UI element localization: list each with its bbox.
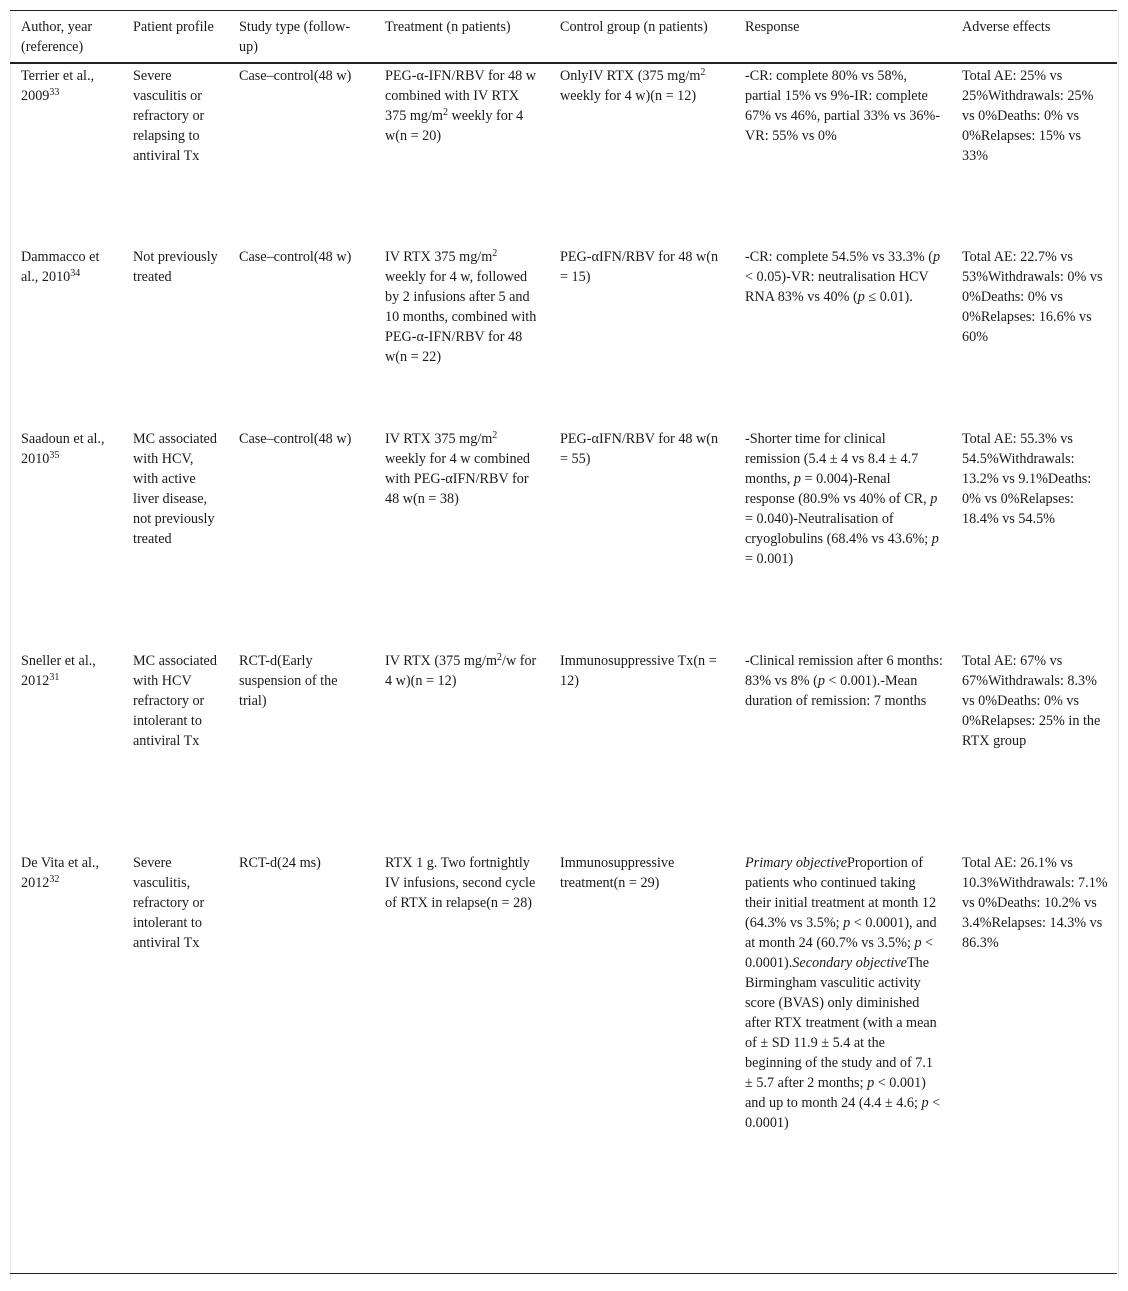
cell-profile: MC associated with HCV refractory or intolerant to antiviral Tx: [133, 653, 217, 749]
cell-author: De Vita et al., 2012$^{32}$: [21, 855, 100, 891]
cell-author: Dammacco et al., 2010$^{34}$: [21, 249, 100, 285]
reference-number: 31: [49, 672, 60, 683]
header-row: [10, 11, 1117, 64]
header-adverse: Adverse effects: [962, 19, 1051, 35]
header-treatment: Treatment (n patients): [385, 19, 511, 35]
cell-control: Immunosuppressive treatment(n = 29): [560, 855, 675, 891]
cell-response: -Shorter time for clinical remission (5.4 ± 4 vs 8.4 ± 4.7 months, p = 0.004)-Renal response (80.9% vs 40% of CR, p = 0.040)-Neutralisation of cryoglobulins (68.4% vs 43.6%; p = 0.001): [745, 431, 939, 567]
cell-treatment: IV RTX 375 $mg/m^2$ weekly for 4 w, followed by 2 infusions after 5 and 10 months, combined with PEG-α-IFN/RBV for 48 w(n = 22): [385, 248, 537, 365]
cell-profile: Severe vasculitis or refractory or relapsing to antiviral Tx: [133, 68, 205, 164]
cell-treatment: PEG-α-IFN/RBV for 48 w combined with IV RTX 375 $mg/m^2$ weekly for 4 w(n = 20): [385, 68, 537, 144]
cell-treatment: IV RTX 375 $mg/m^2$ weekly for 4 w combined with PEG-αIFN/RBV for 48 w(n = 38): [385, 430, 530, 507]
cell-study: Case–control(48 w): [239, 249, 352, 265]
cell-adverse: Total AE: 55.3% vs 54.5%Withdrawals: 13.2% vs 9.1%Deaths: 0% vs 0%Relapses: 18.4% vs 54.5%: [962, 431, 1092, 527]
data-table: [10, 10, 1117, 1274]
header-response: Response: [745, 19, 800, 35]
cell-response: Primary objectiveProportion of patients who continued taking their initial treatment at month 12 (64.3% vs 3.5%; p < 0.0001), and at month 24 (60.7% vs 3.5%; p < 0.0001).Secondary objectiveThe Birmingham vasculitic activity score (BVAS) only diminished after RTX treatment (with a mean of ± SD 11.9 ± 5.4 at the beginning of the study and of 7.1 ± 5.7 after 2 months; p < 0.001) and up to month 24 (4.4 ± 4.6; p < 0.0001): [745, 855, 941, 1131]
cell-control: Immunosuppressive Tx(n = 12): [560, 653, 717, 689]
cell-control: PEG-αIFN/RBV for 48 w(n = 15): [560, 249, 719, 285]
reference-number: 34: [70, 268, 81, 279]
cell-study: Case–control(48 w): [239, 431, 352, 447]
cell-response: -Clinical remission after 6 months: 83% vs 8% (p < 0.001).-Mean duration of remission: 7 months: [745, 653, 943, 709]
table-row: [10, 851, 1117, 1273]
cell-author: Saadoun et al., 2010$^{35}$: [21, 431, 105, 467]
reference-number: 32: [49, 874, 60, 885]
header-author: Author, year (reference): [21, 19, 93, 55]
table-row: [10, 63, 1117, 245]
reference-number: 35: [49, 450, 60, 461]
cell-adverse: Total AE: 25% vs 25%Withdrawals: 25% vs 0%Deaths: 0% vs 0%Relapses: 15% vs 33%: [962, 68, 1094, 164]
header-study: Study type (follow-up): [239, 19, 351, 55]
cell-response: -CR: complete 80% vs 58%, partial 15% vs 9%-IR: complete 67% vs 46%, partial 33% vs 36%-VR: 55% vs 0%: [745, 68, 941, 144]
table-row: [10, 427, 1117, 649]
cell-adverse: Total AE: 22.7% vs 53%Withdrawals: 0% vs 0%Deaths: 0% vs 0%Relapses: 16.6% vs 60%: [962, 249, 1103, 345]
cell-study: RCT-d(Early suspension of the trial): [239, 653, 338, 709]
cell-response: -CR: complete 54.5% vs 33.3% (p < 0.05)-VR: neutralisation HCV RNA 83% vs 40% (p ≤ 0.01).: [745, 249, 941, 305]
cell-profile: Severe vasculitis, refractory or intolerant to antiviral Tx: [133, 855, 205, 951]
cell-treatment: IV RTX (375 $mg/m^2/w$ for 4 w)(n = 12): [385, 652, 537, 689]
cell-control: OnlyIV RTX (375 $mg/m^2$ weekly for 4 w)(n = 12): [560, 67, 706, 104]
cell-adverse: Total AE: 67% vs 67%Withdrawals: 8.3% vs 0%Deaths: 0% vs 0%Relapses: 25% in the RTX group: [962, 653, 1101, 749]
cell-study: RCT-d(24 ms): [239, 855, 321, 871]
cell-control: PEG-αIFN/RBV for 48 w(n = 55): [560, 431, 719, 467]
header-profile: Patient profile: [133, 19, 214, 35]
cell-study: Case–control(48 w): [239, 68, 352, 84]
cell-author: Terrier et al., 2009$^{33}$: [21, 68, 95, 104]
cell-profile: MC associated with HCV, with active liver disease, not previously treated: [133, 431, 217, 547]
cell-adverse: Total AE: 26.1% vs 10.3%Withdrawals: 7.1% vs 0%Deaths: 10.2% vs 3.4%Relapses: 14.3% vs 86.3%: [962, 855, 1108, 951]
reference-number: 33: [49, 87, 60, 98]
cell-author: Sneller et al., 2012$^{31}$: [21, 653, 96, 689]
table-row: [10, 245, 1117, 427]
cell-treatment: RTX 1 g. Two fortnightly IV infusions, second cycle of RTX in relapse(n = 28): [385, 855, 536, 911]
cell-profile: Not previously treated: [133, 249, 218, 285]
header-control: Control group (n patients): [560, 19, 708, 35]
table-row: [10, 649, 1117, 851]
